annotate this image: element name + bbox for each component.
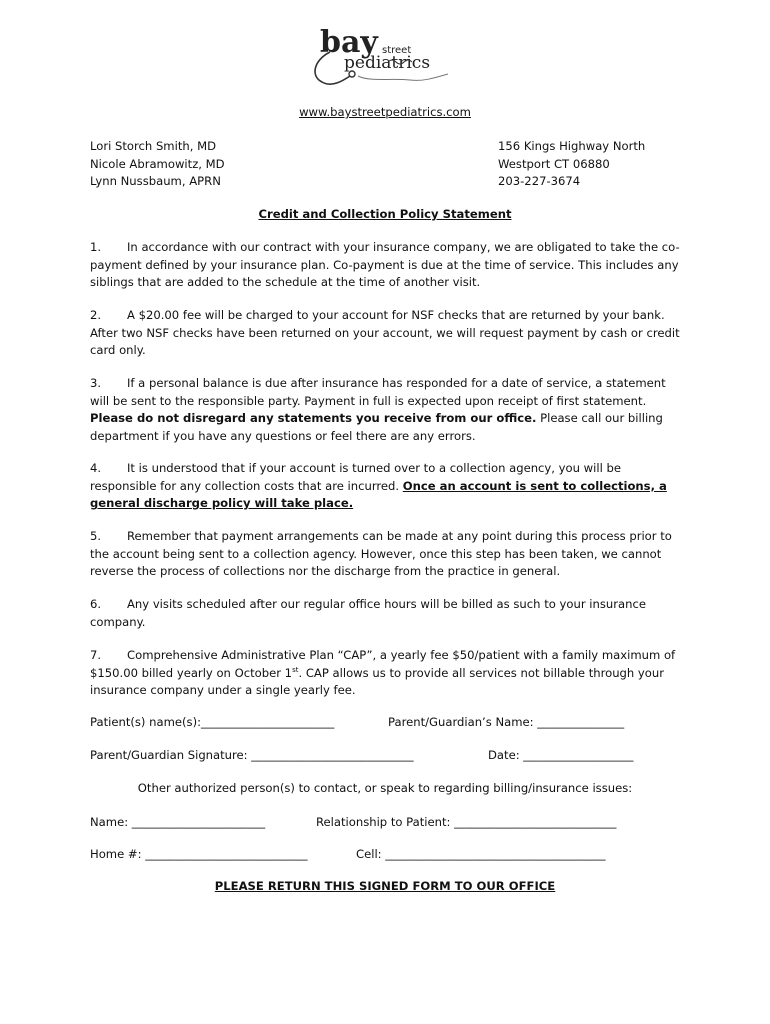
item-text: Comprehensive Administrative Plan “CAP”, a yearly fee $50/patient with a family maximum of $150.00 billed yearly on October 1 [90,648,676,680]
logo-line3: pediatrics [344,53,431,73]
ordinal-suffix: st [292,665,299,674]
item-text: Any visits scheduled after our regular office hours will be billed as such to your insurance company. [90,597,646,629]
other-persons-label: Other authorized person(s) to contact, or speak to regarding billing/insurance issues: [137,781,633,795]
address-phone: 203-227-3674 [498,174,581,188]
contact-name-field[interactable]: Name: _______________________ [90,815,266,829]
item-text: Remember that payment arrangements can be made at any point during this process prior to the account being sent to a collection agency. However, once this step has been taken, we cannot reverse the process of collections nor the discharge from the practice in general. [90,529,672,578]
logo-line1: bay [320,25,378,60]
item-number: 4. [90,461,102,475]
providers-list [90,138,225,191]
policy-item-7 [90,647,682,700]
item-number: 6. [90,597,102,611]
policy-title: Credit and Collection Policy Statement [258,207,512,221]
relationship-field[interactable]: Relationship to Patient: ____________________________ [316,815,617,829]
bay-street-pediatrics-logo [300,22,460,92]
item-text: It is understood that if your account is turned over to a collection agency, you will be responsible for any collection costs that are incurred. [90,461,621,493]
address-street: 156 Kings Highway North [498,139,646,153]
return-form-note: PLEASE RETURN THIS SIGNED FORM TO OUR OFFICE [214,879,556,893]
policy-item-4 [90,460,682,513]
date-field[interactable]: Date: ___________________ [488,748,634,762]
guardian-signature-field[interactable]: Parent/Guardian Signature: ____________________________ [90,748,414,762]
logo-line2: street [382,45,412,56]
item-number: 5. [90,529,102,543]
website-link[interactable]: www.baystreetpediatrics.com [299,105,471,119]
item-number: 3. [90,376,102,390]
policy-item-1 [90,239,682,292]
cell-phone-field[interactable]: Cell: ______________________________________ [356,847,606,861]
policy-item-6 [90,596,682,631]
policy-item-2 [90,307,682,360]
item-bold-underline-text: Once an account is sent to collections, a general discharge policy will take place. [90,478,667,510]
item-number: 2. [90,308,102,322]
provider-name: Lynn Nussbaum, APRN [90,174,221,188]
stethoscope-line [358,74,448,80]
policy-item-3 [90,375,682,445]
policy-item-5 [90,528,682,581]
item-text: If a personal balance is due after insurance has responded for a date of service, a statement will be sent to the responsible party. Payment in full is expected upon receipt of first statement. [90,376,666,408]
office-address [498,138,645,191]
item-number: 7. [90,648,102,662]
logo-graphic [300,22,460,92]
item-text-continued: . CAP allows us to provide all services not billable through your insurance company under a single yearly fee. [90,665,665,697]
provider-name: Nicole Abramowitz, MD [90,156,225,171]
patient-names-field[interactable]: Patient(s) name(s):_______________________ [90,715,335,729]
provider-name: Lori Storch Smith, MD [90,139,217,153]
home-phone-field[interactable]: Home #: ____________________________ [90,847,308,861]
item-text: In accordance with our contract with your insurance company, we are obligated to take the co-payment defined by your insurance plan. Co-payment is due at the time of service. This includes any siblings that are added to the schedule at the time of another visit. [90,240,680,289]
address-city: Westport CT 06880 [498,156,610,171]
item-bold-text: Please do not disregard any statements you receive from our office. [90,411,537,425]
item-number: 1. [90,240,102,254]
guardian-name-field[interactable]: Parent/Guardian’s Name: _______________ [388,715,625,729]
item-tail-text: Please call our billing department if you have any questions or feel there are any errors. [90,411,663,443]
item-text: A $20.00 fee will be charged to your account for NSF checks that are returned by your bank. After two NSF checks have been returned on your account, we will request payment by cash or credit card only. [90,308,680,357]
